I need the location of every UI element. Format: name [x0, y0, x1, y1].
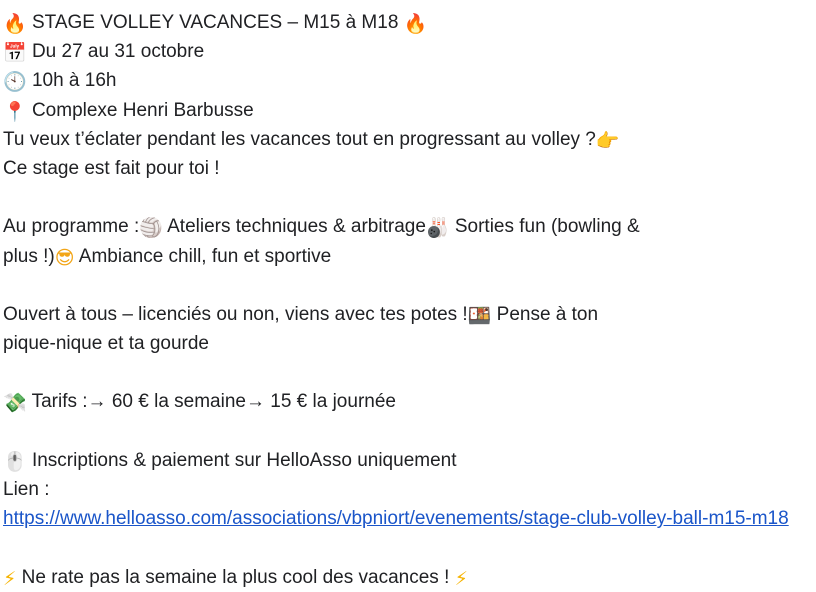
price-line — [3, 387, 813, 416]
open-line-1 — [3, 300, 813, 329]
programme-part-1: Ateliers techniques & arbitrage — [162, 216, 426, 238]
intro-line-1 — [3, 125, 813, 154]
sunglasses-face-icon: 😎 — [54, 246, 75, 269]
closing-text: Ne rate pas la semaine la plus cool des vacances ! — [16, 566, 455, 588]
bento-box-icon: 🍱 — [467, 304, 492, 327]
intro-line-2 — [3, 154, 813, 183]
money-wings-icon: 💸 — [3, 392, 27, 415]
programme-lead: Au programme : — [3, 216, 140, 238]
post-title: STAGE VOLLEY VACANCES – M15 à M18 — [31, 12, 399, 33]
pointing-hand-icon: 👉 — [595, 129, 620, 152]
place-text: Complexe Henri Barbusse — [31, 99, 254, 121]
volleyball-icon: 🏐 — [139, 217, 163, 240]
time-line — [3, 66, 813, 95]
open-text-2: Pense à ton — [491, 303, 599, 325]
signup-line — [3, 446, 813, 475]
post-content — [3, 8, 813, 592]
programme-part-2: Sorties fun (bowling & — [449, 216, 640, 238]
intro-text-1: Tu veux t’éclater pendant les vacances tout en progressant au volley ? — [3, 128, 596, 150]
link-label-line — [3, 475, 813, 504]
location-pin-icon: 📍 — [3, 100, 27, 123]
time-text: 10h à 16h — [31, 70, 117, 92]
date-line — [3, 37, 813, 66]
calendar-icon: 📅 — [3, 42, 27, 65]
programme-line-1 — [3, 212, 813, 241]
lightning-icon: ⚡ — [3, 567, 17, 590]
programme-part-3: plus !) — [3, 245, 55, 267]
clock-icon: 🕙 — [3, 71, 27, 94]
computer-mouse-icon: 🖱️ — [3, 450, 27, 473]
spacer — [3, 533, 813, 562]
title-line — [3, 8, 813, 37]
helloasso-link[interactable]: https://www.helloasso.com/associations/vbpniort/evenements/stage-club-volley-ball-m15-m18 — [3, 508, 789, 530]
price-text: Tarifs :→ 60 € la semaine→ 15 € la journée — [26, 391, 396, 413]
link-label: Lien : — [3, 479, 50, 500]
date-text: Du 27 au 31 octobre — [31, 41, 205, 63]
spacer — [3, 271, 813, 300]
signup-text: Inscriptions & paiement sur HelloAsso uniquement — [26, 449, 457, 471]
programme-part-4: Ambiance chill, fun et sportive — [74, 245, 332, 267]
open-text-3: pique-nique et ta gourde — [3, 333, 209, 355]
closing-line — [3, 563, 813, 592]
spacer — [3, 183, 813, 212]
open-text-1: Ouvert à tous – licenciés ou non, viens avec tes potes ! — [3, 303, 468, 325]
link-line — [3, 504, 813, 533]
intro-text-2: Ce stage est fait pour toi ! — [3, 157, 220, 179]
programme-line-2 — [3, 242, 813, 271]
bowling-icon: 🎳 — [425, 217, 450, 240]
fire-icon: 🔥 — [403, 13, 428, 35]
lightning-icon: ⚡ — [454, 567, 468, 590]
fire-icon: 🔥 — [3, 13, 27, 35]
spacer — [3, 417, 813, 446]
place-line — [3, 96, 813, 125]
spacer — [3, 358, 813, 387]
open-line-2 — [3, 329, 813, 358]
